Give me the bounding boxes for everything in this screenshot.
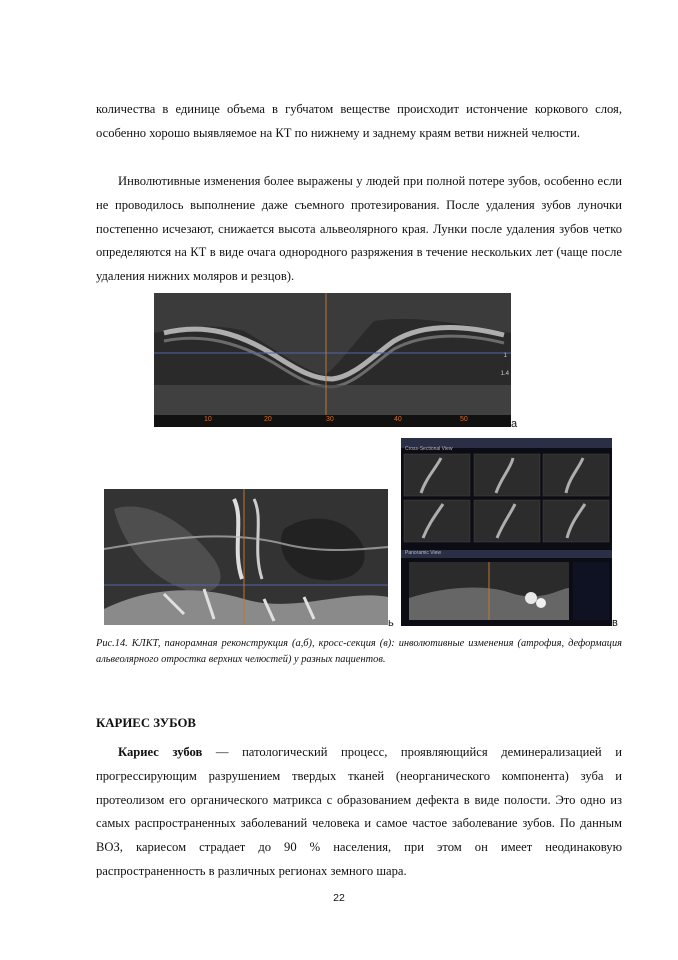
- panorama-image-b: [104, 489, 388, 625]
- paragraph-3: [96, 741, 622, 884]
- tick-label: 40: [394, 416, 402, 423]
- tick-label: 20: [264, 416, 272, 423]
- panorama-image-a: [154, 293, 511, 427]
- paragraph-3-text: — патологический процесс, проявляющийся деминерализацией и прогрессирующим разрушением твердых тканей (неорганического компонента) зуба и протеолизом его органического матрикса с образованием дефекта в виде полости. Это одно из самых распространенных заболеваний человека и самое частое заболевание зубов. По данным ВОЗ, кариесом страдает до 90 % населения, при этом он имеет неодинаковую распространенность в различных регионах земного шара.: [96, 745, 622, 878]
- figure-label-b: ь: [388, 617, 394, 629]
- term-bold: Кариес зубов: [118, 745, 203, 759]
- paragraph-1: количества в единице объема в губчатом веществе происходит истончение коркового слоя, особенно хорошо выявляемое на КТ по нижнему и заднему краям ветви нижней челюсти.: [96, 102, 622, 140]
- tick-label: 10: [204, 416, 212, 423]
- cross-section-image: [401, 438, 612, 626]
- figure-panel-a: [154, 293, 511, 427]
- figure-caption: Рис.14. КЛКТ, панорамная реконструкция (а,б), кросс-секция (в): инволютивные изменения (атрофия, деформация альвеолярного отростка верхних челюстей) у разных пациентов.: [96, 638, 622, 665]
- figure-label-v: в: [612, 617, 618, 629]
- cross-section-header: Cross-Sectional View: [405, 446, 453, 452]
- figure-panel-b: [104, 489, 388, 625]
- page-number: 22: [333, 892, 345, 904]
- paragraph-2: Инволютивные изменения более выражены у людей при полной потере зубов, особенно если не проводилось выполнение даже съемного протезирования. После удаления зубов луночки постепенно исчезают, снижается высота альвеолярного края. Лунки после удаления зубов четко определяются на КТ в виде очага однородного разряжения в течение нескольких лет (чаще после удаления нижних моляров и резцов).: [96, 174, 622, 284]
- panoramic-view-header: Panoramic View: [405, 550, 442, 556]
- section-heading: КАРИЕС ЗУБОВ: [96, 716, 196, 730]
- side-label: 1: [503, 353, 507, 359]
- figure-label-a: а: [511, 418, 518, 430]
- tick-label: 30: [326, 416, 334, 423]
- figure-panel-v: [401, 438, 612, 626]
- tick-label: 50: [460, 416, 468, 423]
- side-label: 1.4: [500, 371, 509, 377]
